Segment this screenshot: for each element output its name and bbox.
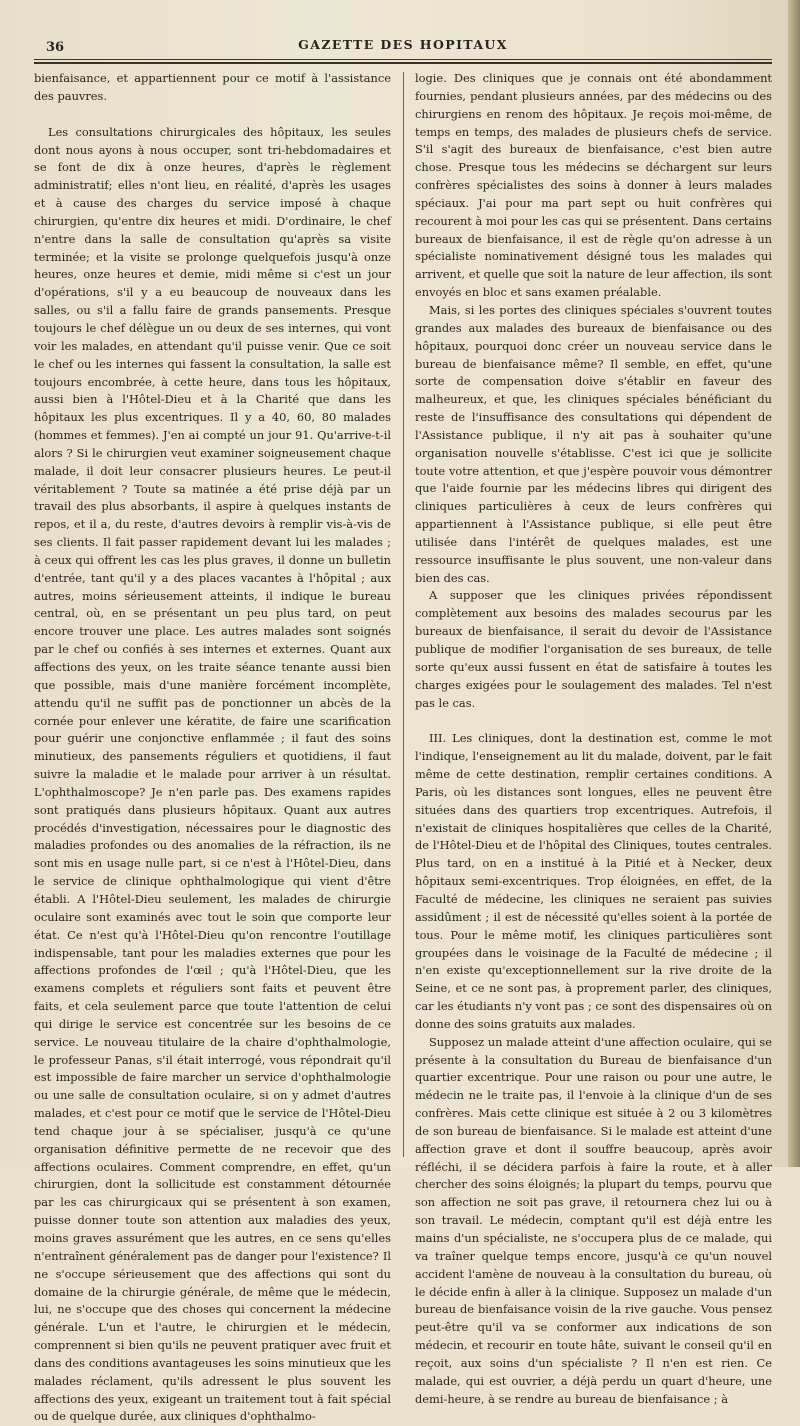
page-number: 36 (46, 40, 65, 55)
paragraph: Supposez un malade atteint d'une affection oculaire, qui se présente à la consultation du Bureau de bienfaisance d'un quartier excentrique. Pour une raison ou pour une autre, le médecin ne le traite pas, il l'envoie à la clinique d'un de ses confrères. Mais cette clinique est située à 2 ou 3 kilomètres de son bureau de bienfaisance. Si le malade est atteint d'une affection grave et dont il souffre beaucoup, après avoir réfléchi, il se décidera parfois à faire la route, et à aller chercher des soins éloignés; la plupart du temps, pourvu que son affection ne soit pas grave, il retournera chez lui ou à son travail. Le médecin, comptant qu'il est déjà entre les mains d'un spécialiste, ne s'occupera plus de ce malade, qui va traîner quelque temps encore, jusqu'à ce qu'un nouvel accident l'amène de nouveau à la consultation du bureau, où le décide enfin à aller à la clinique. Supposez un malade d'un bureau de bienfaisance voisin de la rive gauche. Vous pensez peut-être qu'il va se conformer aux indications de son médecin, et recourir en toute hâte, suivant le conseil qu'il en reçoit, aux soins d'un spécialiste ? Il n'en est rien. Ce malade, qui est ouvrier, a déjà perdu un quart d'heure, une demi-heure, à se rendre au bureau de bienfaisance ; à (415, 1034, 772, 1406)
header-rule-thin (34, 59, 772, 60)
journal-title: GAZETTE DES HOPITAUX (298, 37, 508, 52)
page-edge (788, 0, 800, 1167)
paragraph: bienfaisance, et appartiennent pour ce motif à l'assistance des pauvres. (34, 71, 391, 103)
article-columns (34, 70, 772, 1424)
left-column (34, 70, 391, 1424)
header-rule-thick (34, 62, 772, 64)
column-divider (403, 72, 404, 1157)
section-paragraph: III. Les cliniques, dont la destination est, comme le mot l'indique, l'enseignement au lit du malade, doivent, par le fait même de cette destination, remplir certaines conditions. A Paris, où les distances sont longues, elles ne peuvent être situées dans des quartiers trop excentriques. Autrefois, il n'existait de cliniques hospitalières que celles de la Charité, de l'Hôtel-Dieu et de l'hôpital des Cliniques, toutes centrales. Plus tard, on en a institué à la Pitié et à Necker, deux hôpitaux semi-excentriques. Trop éloignées, en effet, de la Faculté de médecine, les cliniques ne seraient pas suivies assidûment ; il est de nécessité qu'elles soient à la portée de tous. Pour le même motif, les cliniques particulières sont groupées dans le voisinage de la Faculté de médecine ; il n'en existe qu'exceptionnellement sur la rive droite de la Seine, et ce ne sont pas, à proprement parler, des cliniques, car les étudiants n'y vont pas ; ce sont des dispensaires où on donne des soins gratuits aux malades. (415, 731, 772, 1031)
page-header (34, 34, 772, 56)
paragraph: logie. Des cliniques que je connais ont été abondamment fournies, pendant plusieurs années, par des médecins ou des chirurgiens en renom des hôpitaux. Je reçois moi-même, de temps en temps, des malades de plusieurs chefs de service. S'il s'agit des bureaux de bienfaisance, c'est bien autre chose. Presque tous les médecins se déchargent sur leurs confrères spécialistes des soins à donner à leurs malades spéciaux. J'ai pour ma part sept ou huit confrères qui recourent à moi pour les cas qui se présentent. Dans certains bureaux de bienfaisance, il est de règle qu'on adresse à un spécialiste nominativement désigné tous les malades qui arrivent, et quelle que soit la nature de leur affection, ils sont envoyés en bloc et sans examen préalable. (415, 71, 772, 300)
paragraph: Les consultations chirurgicales des hôpitaux, les seules dont nous ayons à nous occuper, sont tri-hebdomadaires et se font de dix à onze heures, d'après le règlement administratif; elles n'ont lieu, en réalité, d'après les usages et à cause des charges du service imposé à chaque chirurgien, qu'entre dix heures et midi. D'ordinaire, le chef n'entre dans la salle de consultation qu'après sa visite terminée; et la visite se prolonge quelquefois jusqu'à onze heures, onze heures et demie, midi même si c'est un jour d'opérations, s'il y a eu beaucoup de nouveaux dans les salles, ou s'il a fallu faire de grands pansements. Presque toujours le chef délègue un ou deux de ses internes, qui vont voir les malades, en attendant qu'il puisse venir. Que ce soit le chef ou les internes qui fassent la consultation, la salle est toujours encombrée, à cette heure, dans tous les hôpitaux, aussi bien à l'Hôtel-Dieu et à la Charité que dans les hôpitaux les plus excentriques. Il y a 40, 60, 80 malades (hommes et femmes). J'en ai compté un jour 91. Qu'arrive-t-il alors ? Si le chirurgien veut examiner soigneusement chaque malade, il doit leur consacrer plusieurs heures. Le peut-il véritablement ? Toute sa matinée a été prise déjà par un travail des plus absorbants, il aspire à quelques instants de repos, et il a, du reste, d'autres devoirs à remplir vis-à-vis de ses clients. Il fait passer rapidement devant lui les malades ; à ceux qui offrent les cas les plus graves, il donne un bulletin d'entrée, tant qu'il y a des places vacantes à l'hôpital ; aux autres, moins sérieusement atteints, il indique le bureau central, où, en se présentant un peu plus tard, on peut encore trouver une place. Les autres malades sont soignés par le chef ou confiés à ses internes et externes. Quant aux affections des yeux, on les traite séance tenante aussi bien que possible, mais d'une manière forcément incomplète, attendu qu'il ne suffit pas de ponctionner un abcès de la cornée pour enlever une kératite, de faire une scarification pour guérir une conjonctive enflammée ; il faut des soins minutieux, des pansements réguliers et quotidiens, il faut suivre la maladie et le malade pour arriver à un résultat. L'ophthalmoscope? Je n'en parle pas. Des examens rapides sont pratiqués dans plusieurs hôpitaux. Quant aux autres procédés d'investigation, nécessaires pour le diagnostic des maladies profondes ou des anomalies de la réfraction, ils ne sont mis en usage nulle part, si ce n'est à l'Hôtel-Dieu, dans le service de clinique ophthalmologique qui vient d'être établi. A l'Hôtel-Dieu seulement, les malades de chirurgie oculaire sont examinés avec tout le soin que comporte leur état. Ce n'est qu'à l'Hôtel-Dieu qu'on rencontre l'outillage indispensable, tant pour les maladies externes que pour les affections profondes de l'œil ; qu'à l'Hôtel-Dieu, que les examens complets et réguliers sont faits et peuvent être faits, et cela seulement parce que toute l'attention de celui qui dirige le service est concentrée sur les besoins de ce service. Le nouveau titulaire de la chaire d'ophthalmologie, le professeur Panas, s'il était interrogé, vous répondrait qu'il est impossible de faire marcher un service d'ophthalmologie ou une salle de consultation oculaire, si on y admet d'autres malades, et c'est pour ce motif que le service de l'Hôtel-Dieu tend chaque jour à se spécialiser, jusqu'à ce qu'une organisation définitive permette de ne recevoir que des affections oculaires. Comment comprendre, en effet, qu'un chirurgien, dont la sollicitude est constamment détournée par les cas chirurgicaux qui se présentent à son examen, puisse donner toute son attention aux maladies des yeux, moins graves assurément que les autres, en ce sens qu'elles n'entraînent généralement pas de danger pour l'existence? Il ne s'occupe sérieusement que des affections qui sont du domaine de la chirurgie générale, de même que le médecin, lui, ne s'occupe que des choses qui concernent la médecine générale. L'un et l'autre, le chirurgien et le médecin, comprennent si bien qu'ils ne peuvent pratiquer avec fruit et dans des conditions avantageuses les soins minutieux que les malades réclament, qu'ils adressent le plus souvent les affections des yeux, exigeant un traitement tout à fait spécial ou de quelque durée, aux cliniques d'ophthalmo- (34, 124, 391, 1424)
right-column (415, 70, 772, 1406)
paragraph: Mais, si les portes des cliniques spéciales s'ouvrent toutes grandes aux malades des bureaux de bienfaisance ou des hôpitaux, pourquoi donc créer un nouveau service dans le bureau de bienfaisance même? Il semble, en effet, qu'une sorte de compensation doive s'établir en faveur des malheureux, et que, les cliniques spéciales bénéficiant du reste de l'insuffisance des consultations qui dépendent de l'Assistance publique, il n'y ait pas à souhaiter qu'une organisation nouvelle s'établisse. C'est ici que je sollicite toute votre attention, et que j'espère pouvoir vous démontrer que l'aide fournie par les médecins libres qui dirigent des cliniques particulières à ceux de leurs confrères qui appartiennent à l'Assistance publique, si elle peut être utilisée dans l'intérêt de quelques malades, est une ressource insuffisante le plus souvent, une non-valeur dans bien des cas. (415, 302, 772, 585)
paragraph: A supposer que les cliniques privées répondissent complètement aux besoins des malades secourus par les bureaux de bienfaisance, il serait du devoir de l'Assistance publique de modifier l'organisation de ses bureaux, de telle sorte qu'eux aussi fussent en état de satisfaire à toutes les charges exigées pour le soulagement des malades. Tel n'est pas le cas. (415, 588, 772, 710)
